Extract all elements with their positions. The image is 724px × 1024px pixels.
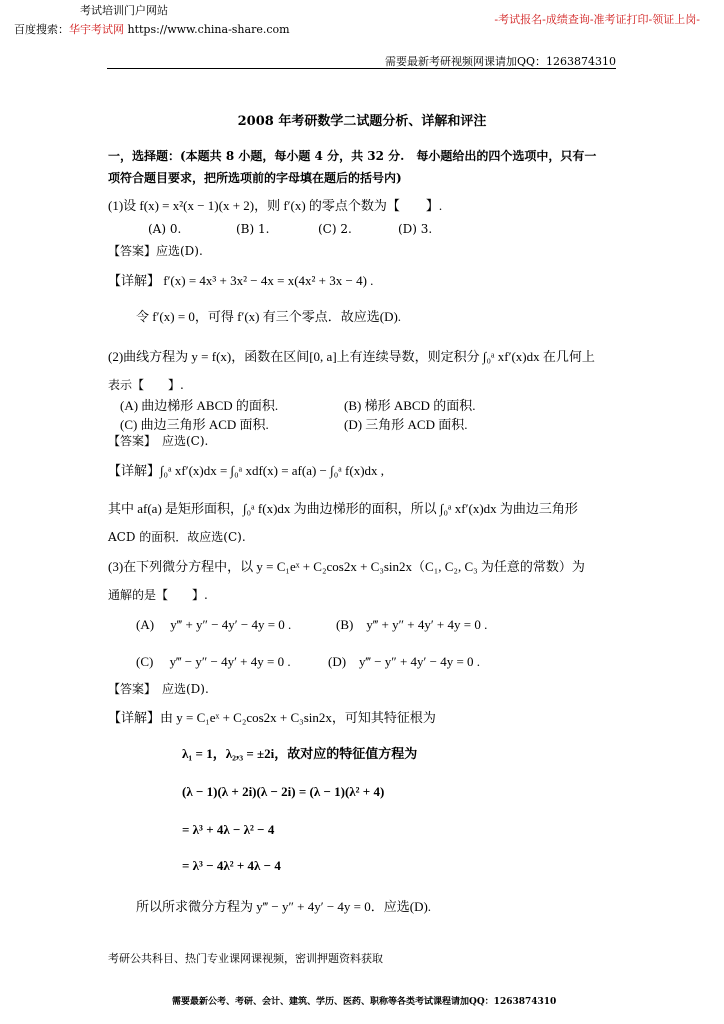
q2-option-a: (A) 曲边梯形 ABCD 的面积.	[120, 398, 279, 413]
q3-conclusion: 所以所求微分方程为 y‴ − y″ + 4y′ − 4y = 0．应选(D).	[136, 899, 432, 914]
q3-option-a: (A) y‴ + y″ − 4y′ − 4y = 0 .	[136, 617, 292, 632]
q2-option-c: (C) 曲边三角形 ACD 面积.	[120, 417, 269, 432]
q1-option-c: (C) 2.	[318, 222, 352, 236]
q3-stem-line1: (3)在下列微分方程中，以 y = C₁eˣ + C₂cos2x + C₃sin2x（C₁, C₂, C₃ 为任意的常数）为	[108, 559, 585, 574]
q1-detail-2: 令 f′(x) = 0，可得 f′(x) 有三个零点．故应选(D).	[136, 309, 402, 324]
search-brand-link[interactable]: 华宇考试网	[69, 23, 124, 36]
q3-equation-2: = λ³ + 4λ − λ² − 4	[182, 822, 275, 837]
q1-option-a: (A) 0.	[148, 222, 182, 236]
q2-stem-line2: 表示【 】.	[108, 378, 184, 392]
footer-note: 考研公共科目、热门专业课网课视频，密训押题资料获取	[108, 952, 383, 965]
q3-answer: 【答案】 应选(D).	[108, 682, 209, 696]
q3-equation-3: = λ³ − 4λ² + 4λ − 4	[182, 858, 281, 873]
q2-answer: 【答案】 应选(C).	[108, 434, 209, 448]
q3-detail: 【详解】由 y = C₁eˣ + C₂cos2x + C₃sin2x，可知其特征根为	[108, 710, 436, 725]
q2-stem-line1: (2)曲线方程为 y = f(x)，函数在区间[0, a]上有连续导数，则定积分 ∫₀ᵃ xf′(x)dx 在几何上	[108, 349, 595, 364]
section-intro-line1: 一，选择题：(本题共 8 小题，每小题 4 分，共 32 分. 每小题给出的四个选项中，只有一	[108, 149, 597, 163]
search-hint	[14, 21, 290, 37]
q2-option-d: (D) 三角形 ACD 面积.	[344, 417, 468, 432]
q3-stem-line2: 通解的是【 】.	[108, 588, 208, 602]
q3-roots: λ₁ = 1，λ₂,₃ = ±2i，故对应的特征值方程为	[182, 746, 418, 761]
section-intro-line2: 项符合题目要求，把所选项前的字母填在题后的括号内)	[108, 171, 402, 185]
q1-option-b: (B) 1.	[236, 222, 270, 236]
q1-answer: 【答案】应选(D).	[108, 244, 203, 258]
footer-ad: 需要最新公考、考研、会计、建筑、学历、医药、职称等各类考试课程请加QQ：1263874310	[172, 997, 557, 1007]
q2-detail-2: 其中 af(a) 是矩形面积，∫₀ᵃ f(x)dx 为曲边梯形的面积，所以 ∫₀ᵃ xf′(x)dx 为曲边三角形	[108, 501, 578, 516]
q1-detail: 【详解】 f′(x) = 4x³ + 3x² − 4x = x(4x² + 3x − 4) .	[108, 273, 374, 288]
page-title: 2008 年考研数学二试题分析、详解和评注	[237, 114, 487, 129]
q3-option-d: (D) y‴ − y″ + 4y′ − 4y = 0 .	[328, 654, 481, 669]
q2-option-b: (B) 梯形 ABCD 的面积.	[344, 398, 476, 413]
header-divider	[107, 68, 616, 69]
q3-option-c: (C) y‴ − y″ − 4y′ + 4y = 0 .	[136, 654, 291, 669]
header-links[interactable]: -考试报名-成绩查询-准考证打印-领证上岗-	[494, 13, 700, 26]
site-title: 考试培训门户网站	[80, 4, 168, 17]
search-prefix: 百度搜索：	[14, 23, 69, 36]
q2-detail: 【详解】∫₀ᵃ xf′(x)dx = ∫₀ᵃ xdf(x) = af(a) − ∫₀ᵃ f(x)dx ,	[108, 463, 385, 478]
q3-option-b: (B) y‴ + y″ + 4y′ + 4y = 0 .	[336, 617, 488, 632]
q1-option-d: (D) 3.	[398, 222, 433, 236]
site-url[interactable]: https://www.china-share.com	[127, 23, 290, 36]
q3-equation-1: (λ − 1)(λ + 2i)(λ − 2i) = (λ − 1)(λ² + 4)	[182, 784, 385, 799]
q1-stem: (1)设 f(x) = x²(x − 1)(x + 2)，则 f′(x) 的零点个数为【 】.	[108, 198, 443, 213]
header-contact: 需要最新考研视频网课请加QQ：1263874310	[384, 55, 616, 68]
q2-detail-3: ACD 的面积．故应选(C).	[108, 530, 246, 544]
